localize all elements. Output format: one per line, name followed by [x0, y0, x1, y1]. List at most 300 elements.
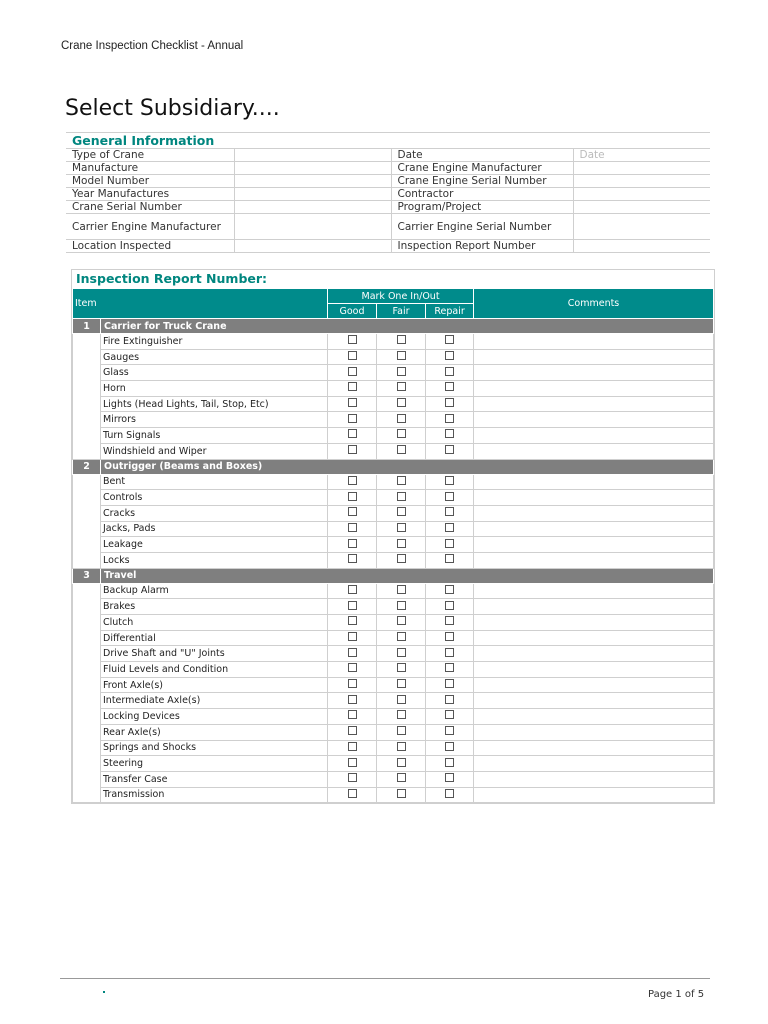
checklist-item-label: Front Axle(s) — [101, 677, 328, 693]
checklist-item-row — [73, 505, 714, 521]
good-checkbox[interactable] — [348, 382, 357, 391]
fair-checkbox-cell[interactable] — [377, 428, 426, 444]
comments-field[interactable] — [474, 599, 714, 615]
checklist-item-row — [73, 599, 714, 615]
checklist-item-label: Fluid Levels and Condition — [101, 662, 328, 678]
fair-checkbox-cell[interactable] — [377, 662, 426, 678]
checklist-item-label: Brakes — [101, 599, 328, 615]
general-info-value-field[interactable] — [234, 214, 391, 240]
general-information-section — [66, 132, 710, 253]
good-checkbox-cell[interactable] — [328, 787, 377, 803]
fair-checkbox-cell[interactable] — [377, 349, 426, 365]
repair-checkbox-cell[interactable] — [426, 443, 474, 459]
comments-field[interactable] — [474, 615, 714, 631]
repair-checkbox-cell[interactable] — [426, 599, 474, 615]
fair-checkbox[interactable] — [397, 726, 406, 735]
good-checkbox[interactable] — [348, 663, 357, 672]
good-checkbox[interactable] — [348, 726, 357, 735]
repair-checkbox[interactable] — [445, 429, 454, 438]
fair-checkbox[interactable] — [397, 367, 406, 376]
inspection-checklist-table — [72, 288, 714, 803]
general-info-label: Type of Crane — [66, 149, 234, 162]
repair-checkbox-cell[interactable] — [426, 583, 474, 599]
good-checkbox-cell[interactable] — [328, 630, 377, 646]
fair-checkbox-cell[interactable] — [377, 474, 426, 490]
checklist-item-row — [73, 381, 714, 397]
fair-checkbox[interactable] — [397, 616, 406, 625]
fair-checkbox[interactable] — [397, 476, 406, 485]
general-info-row — [66, 214, 710, 240]
fair-checkbox-cell[interactable] — [377, 396, 426, 412]
fair-checkbox[interactable] — [397, 414, 406, 423]
fair-checkbox-cell[interactable] — [377, 334, 426, 350]
comments-field[interactable] — [474, 537, 714, 553]
good-checkbox[interactable] — [348, 742, 357, 751]
section-name: Carrier for Truck Crane — [101, 319, 714, 334]
checklist-item-row — [73, 709, 714, 725]
repair-checkbox[interactable] — [445, 445, 454, 454]
repair-checkbox[interactable] — [445, 710, 454, 719]
good-checkbox[interactable] — [348, 679, 357, 688]
repair-checkbox-cell[interactable] — [426, 724, 474, 740]
fair-checkbox[interactable] — [397, 382, 406, 391]
repair-checkbox[interactable] — [445, 695, 454, 704]
good-checkbox[interactable] — [348, 367, 357, 376]
fair-checkbox-cell[interactable] — [377, 646, 426, 662]
good-checkbox-cell[interactable] — [328, 677, 377, 693]
repair-checkbox-cell[interactable] — [426, 412, 474, 428]
fair-checkbox[interactable] — [397, 632, 406, 641]
section-header-row — [73, 568, 714, 583]
repair-checkbox-cell[interactable] — [426, 334, 474, 350]
general-info-value-field[interactable] — [573, 240, 710, 253]
good-checkbox[interactable] — [348, 445, 357, 454]
good-checkbox[interactable] — [348, 710, 357, 719]
good-checkbox[interactable] — [348, 398, 357, 407]
fair-checkbox-cell[interactable] — [377, 740, 426, 756]
repair-checkbox[interactable] — [445, 632, 454, 641]
general-info-label: Crane Engine Serial Number — [391, 175, 573, 188]
repair-checkbox-cell[interactable] — [426, 396, 474, 412]
good-checkbox[interactable] — [348, 601, 357, 610]
section-number: 3 — [73, 568, 101, 583]
footer-divider — [60, 978, 710, 979]
fair-checkbox[interactable] — [397, 679, 406, 688]
comments-field[interactable] — [474, 490, 714, 506]
good-checkbox-cell[interactable] — [328, 334, 377, 350]
general-info-row — [66, 162, 710, 175]
fair-checkbox[interactable] — [397, 742, 406, 751]
checklist-item-row — [73, 521, 714, 537]
fair-checkbox-cell[interactable] — [377, 381, 426, 397]
general-info-value-field[interactable] — [573, 214, 710, 240]
repair-checkbox-cell[interactable] — [426, 646, 474, 662]
repair-checkbox[interactable] — [445, 679, 454, 688]
comments-field[interactable] — [474, 693, 714, 709]
comments-field[interactable] — [474, 646, 714, 662]
good-checkbox-cell[interactable] — [328, 662, 377, 678]
general-info-label: Crane Engine Manufacturer — [391, 162, 573, 175]
section-name: Travel — [101, 568, 714, 583]
comments-field[interactable] — [474, 334, 714, 350]
checklist-item-label: Lights (Head Lights, Tail, Stop, Etc) — [101, 396, 328, 412]
repair-checkbox[interactable] — [445, 398, 454, 407]
repair-checkbox[interactable] — [445, 663, 454, 672]
comments-field[interactable] — [474, 677, 714, 693]
checklist-item-label: Differential — [101, 630, 328, 646]
repair-checkbox-cell[interactable] — [426, 474, 474, 490]
general-info-row — [66, 188, 710, 201]
checklist-item-label: Glass — [101, 365, 328, 381]
repair-checkbox[interactable] — [445, 758, 454, 767]
fair-checkbox[interactable] — [397, 429, 406, 438]
repair-checkbox[interactable] — [445, 335, 454, 344]
general-information-table — [66, 148, 710, 253]
good-checkbox[interactable] — [348, 632, 357, 641]
general-info-value-field[interactable] — [573, 162, 710, 175]
good-checkbox[interactable] — [348, 789, 357, 798]
good-checkbox-cell[interactable] — [328, 505, 377, 521]
comments-field[interactable] — [474, 787, 714, 803]
item-number-cell — [73, 583, 101, 803]
good-checkbox[interactable] — [348, 554, 357, 563]
section-header-row — [73, 459, 714, 474]
fair-checkbox[interactable] — [397, 663, 406, 672]
item-number-cell — [73, 474, 101, 568]
good-checkbox-cell[interactable] — [328, 396, 377, 412]
general-info-value-field[interactable] — [573, 175, 710, 188]
comments-field[interactable] — [474, 583, 714, 599]
repair-checkbox[interactable] — [445, 507, 454, 516]
fair-checkbox[interactable] — [397, 585, 406, 594]
comments-field[interactable] — [474, 396, 714, 412]
good-checkbox-cell[interactable] — [328, 756, 377, 772]
checklist-item-label: Controls — [101, 490, 328, 506]
repair-checkbox[interactable] — [445, 367, 454, 376]
column-header-fair: Fair — [377, 304, 426, 319]
general-info-row — [66, 149, 710, 162]
checklist-item-label: Mirrors — [101, 412, 328, 428]
checklist-item-row — [73, 443, 714, 459]
repair-checkbox[interactable] — [445, 414, 454, 423]
good-checkbox-cell[interactable] — [328, 521, 377, 537]
fair-checkbox-cell[interactable] — [377, 677, 426, 693]
fair-checkbox-cell[interactable] — [377, 505, 426, 521]
good-checkbox-cell[interactable] — [328, 693, 377, 709]
repair-checkbox-cell[interactable] — [426, 615, 474, 631]
general-info-label: Carrier Engine Serial Number — [391, 214, 573, 240]
general-info-value-field[interactable] — [234, 188, 391, 201]
good-checkbox-cell[interactable] — [328, 349, 377, 365]
general-info-label: Model Number — [66, 175, 234, 188]
repair-checkbox-cell[interactable] — [426, 787, 474, 803]
repair-checkbox-cell[interactable] — [426, 677, 474, 693]
good-checkbox[interactable] — [348, 523, 357, 532]
fair-checkbox[interactable] — [397, 773, 406, 782]
comments-field[interactable] — [474, 428, 714, 444]
repair-checkbox[interactable] — [445, 742, 454, 751]
general-info-value-field[interactable] — [234, 201, 391, 214]
good-checkbox-cell[interactable] — [328, 412, 377, 428]
comments-field[interactable] — [474, 662, 714, 678]
fair-checkbox[interactable] — [397, 445, 406, 454]
good-checkbox-cell[interactable] — [328, 474, 377, 490]
good-checkbox-cell[interactable] — [328, 771, 377, 787]
comments-field[interactable] — [474, 443, 714, 459]
general-info-label: Location Inspected — [66, 240, 234, 253]
checklist-item-label: Gauges — [101, 349, 328, 365]
comments-field[interactable] — [474, 756, 714, 772]
checklist-item-row — [73, 474, 714, 490]
fair-checkbox[interactable] — [397, 398, 406, 407]
fair-checkbox-cell[interactable] — [377, 412, 426, 428]
general-information-heading: General Information — [66, 132, 710, 148]
comments-field[interactable] — [474, 505, 714, 521]
good-checkbox[interactable] — [348, 429, 357, 438]
repair-checkbox[interactable] — [445, 476, 454, 485]
good-checkbox-cell[interactable] — [328, 740, 377, 756]
comments-field[interactable] — [474, 771, 714, 787]
comments-field[interactable] — [474, 521, 714, 537]
repair-checkbox-cell[interactable] — [426, 349, 474, 365]
checklist-item-row — [73, 349, 714, 365]
repair-checkbox[interactable] — [445, 726, 454, 735]
checklist-item-row — [73, 677, 714, 693]
repair-checkbox-cell[interactable] — [426, 740, 474, 756]
checklist-item-row — [73, 740, 714, 756]
repair-checkbox-cell[interactable] — [426, 756, 474, 772]
repair-checkbox-cell[interactable] — [426, 381, 474, 397]
column-header-repair: Repair — [426, 304, 474, 319]
comments-field[interactable] — [474, 630, 714, 646]
checklist-item-label: Steering — [101, 756, 328, 772]
fair-checkbox-cell[interactable] — [377, 552, 426, 568]
fair-checkbox[interactable] — [397, 523, 406, 532]
good-checkbox-cell[interactable] — [328, 490, 377, 506]
comments-field[interactable] — [474, 381, 714, 397]
fair-checkbox[interactable] — [397, 351, 406, 360]
good-checkbox[interactable] — [348, 695, 357, 704]
fair-checkbox[interactable] — [397, 758, 406, 767]
fair-checkbox[interactable] — [397, 601, 406, 610]
repair-checkbox[interactable] — [445, 773, 454, 782]
fair-checkbox-cell[interactable] — [377, 599, 426, 615]
repair-checkbox[interactable] — [445, 616, 454, 625]
general-info-label: Program/Project — [391, 201, 573, 214]
checklist-item-row — [73, 630, 714, 646]
good-checkbox-cell[interactable] — [328, 552, 377, 568]
general-info-label: Date — [391, 149, 573, 162]
column-header-good: Good — [328, 304, 377, 319]
fair-checkbox[interactable] — [397, 695, 406, 704]
checklist-item-row — [73, 490, 714, 506]
fair-checkbox[interactable] — [397, 710, 406, 719]
repair-checkbox-cell[interactable] — [426, 552, 474, 568]
document-header-title: Crane Inspection Checklist - Annual — [61, 40, 244, 52]
repair-checkbox[interactable] — [445, 351, 454, 360]
checklist-item-label: Drive Shaft and "U" Joints — [101, 646, 328, 662]
repair-checkbox[interactable] — [445, 492, 454, 501]
general-info-value-field[interactable] — [573, 201, 710, 214]
repair-checkbox[interactable] — [445, 554, 454, 563]
page-number: Page 1 of 5 — [648, 989, 705, 1000]
fair-checkbox-cell[interactable] — [377, 443, 426, 459]
checklist-item-label: Turn Signals — [101, 428, 328, 444]
good-checkbox[interactable] — [348, 758, 357, 767]
good-checkbox[interactable] — [348, 539, 357, 548]
good-checkbox-cell[interactable] — [328, 615, 377, 631]
good-checkbox[interactable] — [348, 335, 357, 344]
checklist-item-row — [73, 646, 714, 662]
repair-checkbox-cell[interactable] — [426, 537, 474, 553]
general-info-row — [66, 240, 710, 253]
general-info-value-field[interactable] — [234, 162, 391, 175]
general-info-row — [66, 175, 710, 188]
good-checkbox-cell[interactable] — [328, 428, 377, 444]
fair-checkbox[interactable] — [397, 789, 406, 798]
good-checkbox[interactable] — [348, 414, 357, 423]
fair-checkbox-cell[interactable] — [377, 521, 426, 537]
general-info-label: Year Manufactures — [66, 188, 234, 201]
fair-checkbox-cell[interactable] — [377, 724, 426, 740]
checklist-item-row — [73, 412, 714, 428]
good-checkbox[interactable] — [348, 616, 357, 625]
checklist-item-row — [73, 787, 714, 803]
fair-checkbox-cell[interactable] — [377, 490, 426, 506]
checklist-item-row — [73, 693, 714, 709]
fair-checkbox-cell[interactable] — [377, 630, 426, 646]
good-checkbox[interactable] — [348, 585, 357, 594]
checklist-item-row — [73, 428, 714, 444]
good-checkbox-cell[interactable] — [328, 724, 377, 740]
fair-checkbox-cell[interactable] — [377, 537, 426, 553]
checklist-item-label: Jacks, Pads — [101, 521, 328, 537]
comments-field[interactable] — [474, 552, 714, 568]
checklist-item-label: Springs and Shocks — [101, 740, 328, 756]
fair-checkbox-cell[interactable] — [377, 583, 426, 599]
good-checkbox[interactable] — [348, 351, 357, 360]
fair-checkbox-cell[interactable] — [377, 693, 426, 709]
good-checkbox[interactable] — [348, 648, 357, 657]
comments-field[interactable] — [474, 365, 714, 381]
repair-checkbox[interactable] — [445, 789, 454, 798]
comments-field[interactable] — [474, 349, 714, 365]
general-info-label: Crane Serial Number — [66, 201, 234, 214]
good-checkbox-cell[interactable] — [328, 583, 377, 599]
checklist-item-label: Horn — [101, 381, 328, 397]
checklist-item-row — [73, 771, 714, 787]
good-checkbox-cell[interactable] — [328, 443, 377, 459]
fair-checkbox-cell[interactable] — [377, 709, 426, 725]
checklist-item-row — [73, 396, 714, 412]
checklist-item-label: Leakage — [101, 537, 328, 553]
repair-checkbox-cell[interactable] — [426, 490, 474, 506]
good-checkbox-cell[interactable] — [328, 537, 377, 553]
good-checkbox-cell[interactable] — [328, 646, 377, 662]
general-info-label: Contractor — [391, 188, 573, 201]
repair-checkbox-cell[interactable] — [426, 428, 474, 444]
fair-checkbox[interactable] — [397, 539, 406, 548]
checklist-item-label: Backup Alarm — [101, 583, 328, 599]
comments-field[interactable] — [474, 724, 714, 740]
repair-checkbox[interactable] — [445, 601, 454, 610]
fair-checkbox[interactable] — [397, 554, 406, 563]
repair-checkbox[interactable] — [445, 648, 454, 657]
comments-field[interactable] — [474, 412, 714, 428]
good-checkbox-cell[interactable] — [328, 709, 377, 725]
comments-field[interactable] — [474, 709, 714, 725]
repair-checkbox[interactable] — [445, 382, 454, 391]
fair-checkbox-cell[interactable] — [377, 771, 426, 787]
good-checkbox[interactable] — [348, 507, 357, 516]
fair-checkbox-cell[interactable] — [377, 756, 426, 772]
fair-checkbox-cell[interactable] — [377, 365, 426, 381]
good-checkbox-cell[interactable] — [328, 381, 377, 397]
repair-checkbox-cell[interactable] — [426, 505, 474, 521]
section-header-row — [73, 319, 714, 334]
general-info-label: Manufacture — [66, 162, 234, 175]
section-number: 2 — [73, 459, 101, 474]
repair-checkbox-cell[interactable] — [426, 630, 474, 646]
good-checkbox-cell[interactable] — [328, 599, 377, 615]
general-info-label: Carrier Engine Manufacturer — [66, 214, 234, 240]
comments-field[interactable] — [474, 740, 714, 756]
fair-checkbox[interactable] — [397, 507, 406, 516]
subsidiary-selector[interactable]: Select Subsidiary.... — [65, 96, 280, 121]
column-header-comments: Comments — [474, 289, 714, 319]
general-info-value-field[interactable] — [234, 149, 391, 162]
checklist-item-label: Transfer Case — [101, 771, 328, 787]
checklist-item-row — [73, 756, 714, 772]
general-info-label: Inspection Report Number — [391, 240, 573, 253]
checklist-item-row — [73, 334, 714, 350]
section-number: 1 — [73, 319, 101, 334]
repair-checkbox[interactable] — [445, 539, 454, 548]
footer-dot — [103, 991, 105, 993]
good-checkbox[interactable] — [348, 476, 357, 485]
repair-checkbox-cell[interactable] — [426, 521, 474, 537]
item-number-cell — [73, 334, 101, 460]
general-info-value-field[interactable] — [234, 240, 391, 253]
general-info-value-field[interactable] — [573, 188, 710, 201]
good-checkbox[interactable] — [348, 773, 357, 782]
repair-checkbox-cell[interactable] — [426, 662, 474, 678]
general-info-row — [66, 201, 710, 214]
inspection-report-section — [71, 269, 715, 804]
fair-checkbox-cell[interactable] — [377, 615, 426, 631]
good-checkbox[interactable] — [348, 492, 357, 501]
checklist-item-row — [73, 537, 714, 553]
checklist-item-row — [73, 365, 714, 381]
good-checkbox-cell[interactable] — [328, 365, 377, 381]
repair-checkbox-cell[interactable] — [426, 365, 474, 381]
general-info-value-field[interactable]: Date — [573, 149, 710, 162]
checklist-item-label: Transmission — [101, 787, 328, 803]
repair-checkbox-cell[interactable] — [426, 771, 474, 787]
fair-checkbox-cell[interactable] — [377, 787, 426, 803]
repair-checkbox[interactable] — [445, 523, 454, 532]
repair-checkbox-cell[interactable] — [426, 709, 474, 725]
fair-checkbox[interactable] — [397, 492, 406, 501]
checklist-item-label: Clutch — [101, 615, 328, 631]
general-info-value-field[interactable] — [234, 175, 391, 188]
comments-field[interactable] — [474, 474, 714, 490]
checklist-item-row — [73, 615, 714, 631]
fair-checkbox[interactable] — [397, 335, 406, 344]
fair-checkbox[interactable] — [397, 648, 406, 657]
repair-checkbox-cell[interactable] — [426, 693, 474, 709]
repair-checkbox[interactable] — [445, 585, 454, 594]
